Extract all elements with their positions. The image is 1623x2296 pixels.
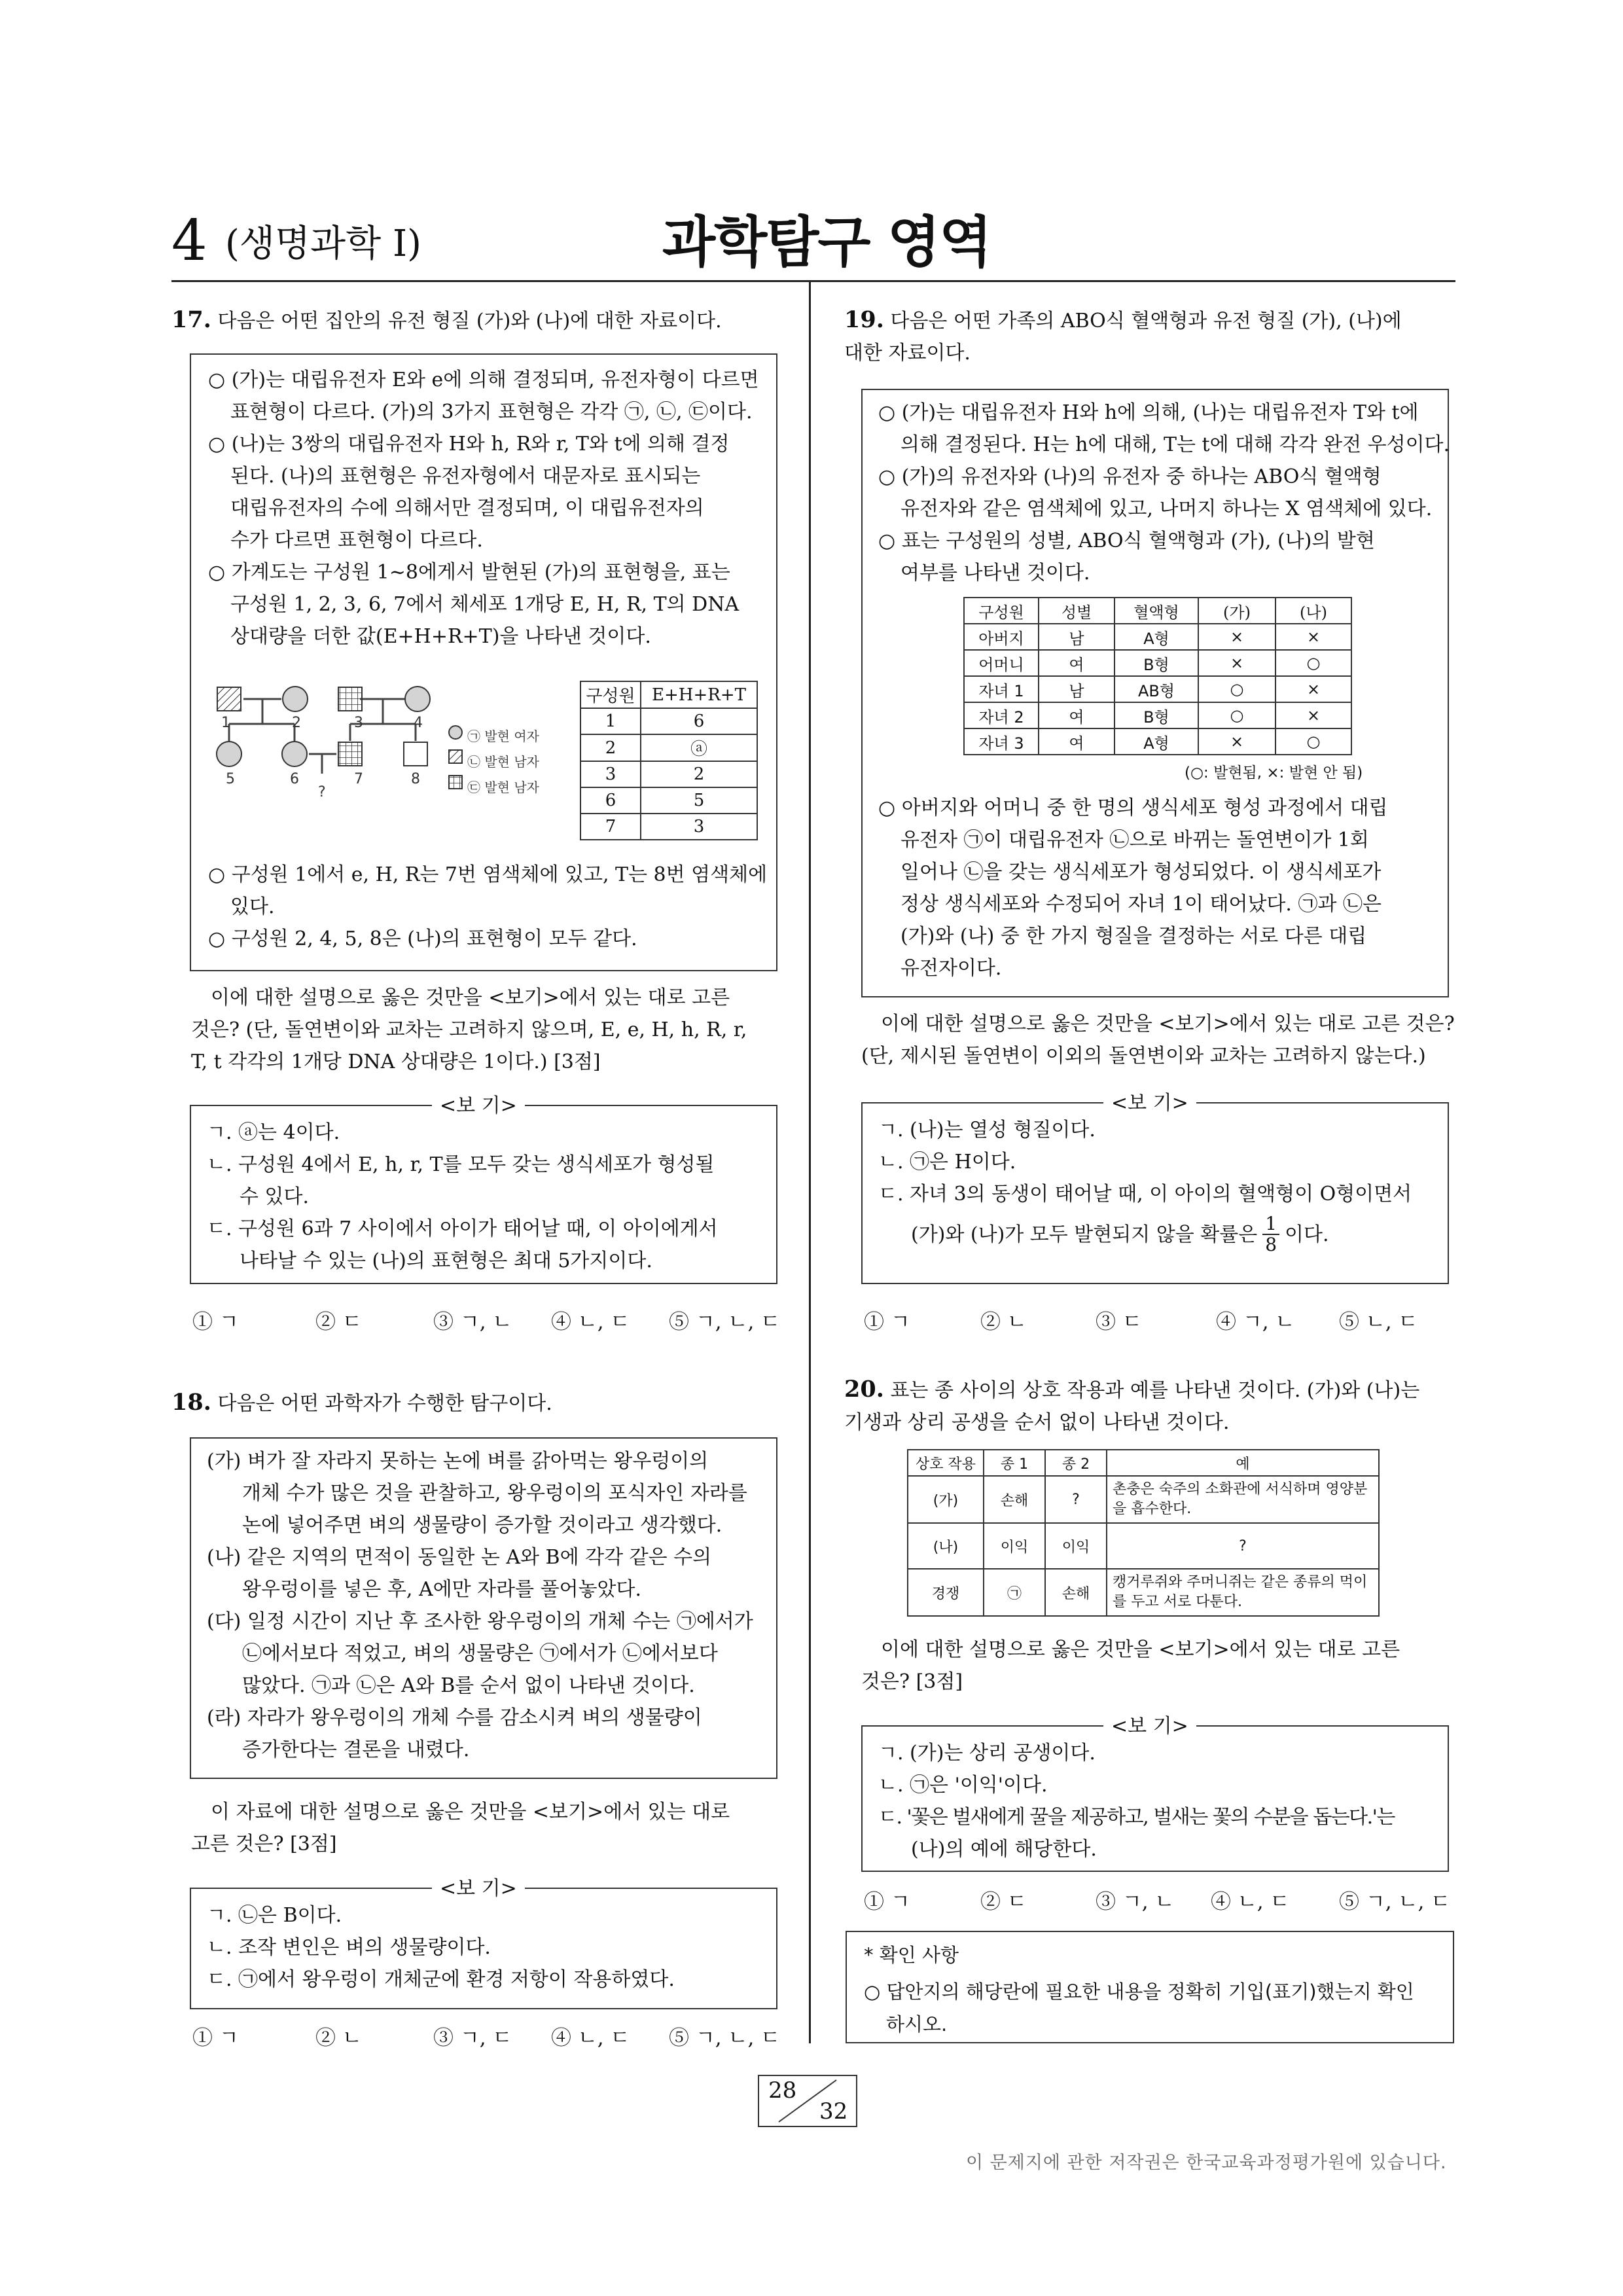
q20-th: 종 2 bbox=[1045, 1450, 1107, 1476]
q19-td: × bbox=[1198, 624, 1275, 650]
q20-td: (가) bbox=[908, 1476, 984, 1523]
q18-box-line: ㉡에서보다 적었고, 벼의 생물량은 ㉠에서가 ㉡에서보다 bbox=[242, 1642, 718, 1665]
q17-choice-5[interactable]: ⑤ ㄱ, ㄴ, ㄷ bbox=[669, 1310, 781, 1334]
legend-female-affected: ㉠ 발현 여자 bbox=[467, 728, 539, 744]
pedigree-unknown-label: ? bbox=[318, 784, 326, 800]
q19-td: 여 bbox=[1039, 702, 1115, 728]
q20-td: ? bbox=[1045, 1476, 1107, 1523]
pedigree-member-6 bbox=[282, 742, 307, 766]
q19-box-line: 유전자이다. bbox=[901, 957, 1002, 980]
q20-choices bbox=[864, 1885, 1450, 1914]
q19-bogi-last-pre: (가)와 (나)가 모두 발현되지 않을 확률은 bbox=[911, 1223, 1258, 1246]
q19-td: B형 bbox=[1115, 702, 1198, 728]
q17-td: 6 bbox=[580, 787, 641, 814]
q19-box-line: 유전자와 같은 염색체에 있고, 나머지 하나는 X 염색체에 있다. bbox=[901, 497, 1433, 520]
q20-choice-2[interactable]: ② ㄷ bbox=[980, 1890, 1027, 1914]
q19-choice-4[interactable]: ④ ㄱ, ㄴ bbox=[1216, 1310, 1295, 1334]
q17-box-line: 구성원 1, 2, 3, 6, 7에서 체세포 1개당 E, H, R, T의 DNA bbox=[230, 593, 740, 616]
q18-question-line: 이 자료에 대한 설명으로 옳은 것만을 <보기>에서 있는 대로 bbox=[211, 1801, 730, 1823]
q19-th: (나) bbox=[1275, 598, 1351, 624]
q18-box-line: 증가한다는 결론을 내렸다. bbox=[242, 1738, 470, 1761]
q18-box-line: (라) 자라가 왕우렁이의 개체 수를 감소시켜 벼의 생물량이 bbox=[207, 1706, 702, 1729]
q17-th: 구성원 bbox=[580, 681, 641, 708]
q19-td: B형 bbox=[1115, 650, 1198, 676]
pedigree-member-7 bbox=[338, 742, 362, 766]
q19-box-line: ○ 표는 구성원의 성별, ABO식 혈액형과 (가), (나)의 발현 bbox=[878, 529, 1375, 552]
q18-choice-1[interactable]: ① ㄱ bbox=[192, 2026, 239, 2050]
q18-choice-2[interactable]: ② ㄴ bbox=[315, 2026, 362, 2050]
q18-box-line: (다) 일정 시간이 지난 후 조사한 왕우렁이의 개체 수는 ㉠에서가 bbox=[207, 1610, 753, 1633]
q17-choices bbox=[192, 1305, 780, 1335]
q19-td: A형 bbox=[1115, 728, 1198, 755]
header-number: 4 bbox=[171, 208, 207, 274]
pedigree-label-7: 7 bbox=[354, 771, 363, 787]
fraction bbox=[1262, 1214, 1279, 1255]
q18-box-text bbox=[207, 1445, 774, 1766]
q18-question-line: 고른 것은? [3점] bbox=[191, 1833, 337, 1856]
q17-choice-1[interactable]: ① ㄱ bbox=[192, 1310, 239, 1334]
q20-bogi-item: ㄷ. '꽃은 벌새에게 꿀을 제공하고, 벌새는 꽃의 수분을 돕는다.'는 bbox=[878, 1806, 1395, 1829]
check-content bbox=[864, 1939, 1446, 2041]
q19-th: 구성원 bbox=[964, 598, 1039, 624]
pedigree-member-5 bbox=[217, 742, 241, 766]
q20-bogi-item: ㄱ. (가)는 상리 공생이다. bbox=[878, 1742, 1096, 1765]
pedigree-label-6: 6 bbox=[290, 771, 299, 787]
q19-question-line: (단, 제시된 돌연변이 이외의 돌연변이와 교차는 고려하지 않는다.) bbox=[861, 1045, 1426, 1067]
q17-stem: 다음은 어떤 집안의 유전 형질 (가)와 (나)에 대한 자료이다. bbox=[217, 310, 722, 332]
q19-th: 혈액형 bbox=[1115, 598, 1198, 624]
q17-box-line: ○ 가계도는 구성원 1~8에게서 발현된 (가)의 표현형을, 표는 bbox=[208, 561, 730, 584]
q20-bogi-title: <보 기> bbox=[1103, 1710, 1196, 1738]
q17-bogi-item: ㄱ. ⓐ는 4이다. bbox=[207, 1121, 340, 1144]
q19-td: 남 bbox=[1039, 624, 1115, 650]
q19-box-line: 의해 결정된다. H는 h에 대해, T는 t에 대해 각각 완전 우성이다. bbox=[901, 433, 1450, 456]
pedigree-member-1 bbox=[217, 687, 241, 711]
q19-td: 여 bbox=[1039, 650, 1115, 676]
pedigree-member-8 bbox=[404, 742, 427, 766]
q19-td: 여 bbox=[1039, 728, 1115, 755]
q19-box-line: 일어나 ㉡을 갖는 생식세포가 형성되었다. 이 생식세포가 bbox=[901, 861, 1382, 884]
q17-question bbox=[191, 982, 780, 1078]
q19-stem bbox=[844, 304, 1433, 369]
q20-bogi-item: (나)의 예에 해당한다. bbox=[911, 1838, 1097, 1861]
legend-male-c: ㉢ 발현 남자 bbox=[467, 780, 539, 795]
q20-td: 경쟁 bbox=[908, 1569, 984, 1616]
q18-box-line: (가) 벼가 잘 자라지 못하는 논에 벼를 갉아먹는 왕우렁이의 bbox=[207, 1450, 709, 1473]
q19-bogi-title: <보 기> bbox=[1103, 1086, 1196, 1115]
q17-choice-3[interactable]: ③ ㄱ, ㄴ bbox=[433, 1310, 512, 1334]
q17-box-line: 된다. (나)의 표현형은 유전자형에서 대문자로 표시되는 bbox=[230, 465, 701, 488]
q17-box-text bbox=[208, 364, 771, 653]
q17-td: ⓐ bbox=[641, 734, 757, 761]
q17-box-line: ○ 구성원 2, 4, 5, 8은 (나)의 표현형이 모두 같다. bbox=[208, 927, 637, 950]
q18-choices bbox=[192, 2021, 780, 2051]
q19-table bbox=[963, 597, 1352, 755]
q17-choice-4[interactable]: ④ ㄴ, ㄷ bbox=[551, 1310, 630, 1334]
q19-choice-3[interactable]: ③ ㄷ bbox=[1096, 1310, 1142, 1334]
pedigree-label-4: 4 bbox=[414, 715, 423, 731]
q18-box-line: 많았다. ㉠과 ㉡은 A와 B를 순서 없이 나타낸 것이다. bbox=[242, 1674, 695, 1697]
q19-td: AB형 bbox=[1115, 676, 1198, 702]
q20-question bbox=[861, 1634, 1454, 1698]
q17-box-line: 있다. bbox=[230, 895, 275, 918]
q17-number: 17. bbox=[171, 306, 211, 333]
q20-td: 이익 bbox=[984, 1523, 1045, 1569]
q20-choice-5[interactable]: ⑤ ㄱ, ㄴ, ㄷ bbox=[1339, 1890, 1451, 1914]
q18-box-line: 개체 수가 많은 것을 관찰하고, 왕우렁이의 포식자인 자라를 bbox=[242, 1482, 747, 1505]
q19-stem-line: 다음은 어떤 가족의 ABO식 혈액형과 유전 형질 (가), (나)에 bbox=[890, 310, 1402, 332]
q18-box-line: 왕우렁이를 넣은 후, A에만 자라를 풀어놓았다. bbox=[242, 1578, 642, 1601]
pedigree-member-2 bbox=[283, 687, 308, 711]
q20-question-line: 이에 대한 설명으로 옳은 것만을 <보기>에서 있는 대로 고른 bbox=[881, 1638, 1400, 1661]
q20-table bbox=[907, 1449, 1380, 1617]
q19-number: 19. bbox=[844, 306, 884, 333]
q19-box-text-2 bbox=[878, 792, 1448, 984]
q17-td: 1 bbox=[580, 708, 641, 734]
pedigree-label-2: 2 bbox=[292, 715, 301, 731]
pedigree-label-5: 5 bbox=[226, 771, 235, 787]
q18-choice-4[interactable]: ④ ㄴ, ㄷ bbox=[551, 2026, 630, 2050]
q17-stem-line bbox=[171, 304, 722, 337]
q19-bogi-item: ㄱ. (나)는 열성 형질이다. bbox=[878, 1119, 1096, 1141]
q20-td: 손해 bbox=[1045, 1569, 1107, 1616]
q20-th: 예 bbox=[1107, 1450, 1379, 1476]
q18-stem: 다음은 어떤 과학자가 수행한 탐구이다. bbox=[217, 1392, 552, 1415]
q17-question-line: 것은? (단, 돌연변이와 교차는 고려하지 않으며, E, e, H, h, R, r, bbox=[191, 1018, 747, 1041]
pedigree-legend bbox=[467, 724, 539, 800]
q19-bogi-item bbox=[878, 1214, 1445, 1255]
q19-question-line: 이에 대한 설명으로 옳은 것만을 <보기>에서 있는 대로 고른 것은? bbox=[881, 1013, 1455, 1035]
header-rule bbox=[171, 280, 1455, 282]
copyright-notice: 이 문제지에 관한 저작권은 한국교육과정평가원에 있습니다. bbox=[966, 2153, 1447, 2173]
q17-box-line: 표현형이 다르다. (가)의 3가지 표현형은 각각 ㉠, ㉡, ㉢이다. bbox=[230, 401, 753, 423]
q19-choice-5[interactable]: ⑤ ㄴ, ㄷ bbox=[1339, 1310, 1418, 1334]
page-total: 32 bbox=[819, 2098, 848, 2125]
q18-bogi-item: ㄱ. ㉡은 B이다. bbox=[207, 1904, 342, 1927]
q17-bogi-item: ㄷ. 구성원 6과 7 사이에서 아이가 태어날 때, 이 아이에게서 bbox=[207, 1217, 718, 1240]
q17-td: 6 bbox=[641, 708, 757, 734]
q19-choice-2[interactable]: ② ㄴ bbox=[980, 1310, 1027, 1334]
q20-td: ㉠ bbox=[984, 1569, 1045, 1616]
q17-box-line: 수가 다르면 표현형이 다르다. bbox=[230, 529, 483, 552]
q17-box-line: 상대량을 더한 값(E+H+R+T)을 나타낸 것이다. bbox=[230, 625, 651, 648]
q19-bogi-last-post: 이다. bbox=[1285, 1223, 1329, 1246]
q18-box-line: (나) 같은 지역의 면적이 동일한 논 A와 B에 각각 같은 수의 bbox=[207, 1546, 712, 1569]
q17-box-line: ○ (가)는 대립유전자 E와 e에 의해 결정되며, 유전자형이 다르면 bbox=[208, 368, 759, 391]
page-indicator bbox=[758, 2075, 857, 2127]
q19-td: ○ bbox=[1275, 650, 1351, 676]
q19-stem-line: 대한 자료이다. bbox=[844, 342, 971, 365]
q17-bogi-title: <보 기> bbox=[432, 1089, 525, 1118]
q19-th: 성별 bbox=[1039, 598, 1115, 624]
pedigree-legend-symbols bbox=[448, 724, 467, 802]
q20-number: 20. bbox=[844, 1376, 884, 1403]
q17-td: 2 bbox=[580, 734, 641, 761]
q19-box-line: ○ (가)의 유전자와 (나)의 유전자 중 하나는 ABO식 혈액형 bbox=[878, 465, 1382, 488]
q17-question-line: T, t 각각의 1개당 DNA 상대량은 1이다.) [3점] bbox=[191, 1050, 601, 1073]
q20-th: 종 1 bbox=[984, 1450, 1045, 1476]
q17-th: E+H+R+T bbox=[641, 681, 757, 708]
q17-box-line: ○ (나)는 3쌍의 대립유전자 H와 h, R와 r, T와 t에 의해 결정 bbox=[208, 433, 730, 456]
q17-td: 3 bbox=[580, 761, 641, 787]
q19-th: (가) bbox=[1198, 598, 1275, 624]
q20-th: 상호 작용 bbox=[908, 1450, 984, 1476]
q20-stem bbox=[844, 1373, 1446, 1439]
q18-choice-5[interactable]: ⑤ ㄱ, ㄴ, ㄷ bbox=[669, 2026, 781, 2050]
q19-box-line: 유전자 ㉠이 대립유전자 ㉡으로 바뀌는 돌연변이가 1회 bbox=[901, 829, 1369, 852]
pedigree-label-8: 8 bbox=[411, 771, 420, 787]
page-title: 과학탐구 영역 bbox=[662, 210, 991, 274]
q20-td: (나) bbox=[908, 1523, 984, 1569]
q18-bogi-item: ㄷ. ㉠에서 왕우렁이 개체군에 환경 저항이 작용하였다. bbox=[207, 1968, 675, 1991]
q19-choice-1[interactable]: ① ㄱ bbox=[864, 1310, 910, 1334]
q18-bogi-items bbox=[207, 1899, 770, 1996]
q20-choice-3[interactable]: ③ ㄱ, ㄴ bbox=[1096, 1890, 1175, 1914]
q17-td: 3 bbox=[641, 814, 757, 840]
q19-td: ○ bbox=[1275, 728, 1351, 755]
q19-box-text bbox=[878, 397, 1448, 589]
q17-choice-2[interactable]: ② ㄷ bbox=[315, 1310, 362, 1334]
q17-box-text-2 bbox=[208, 859, 771, 955]
q17-box-line: ○ 구성원 1에서 e, H, R는 7번 염색체에 있고, T는 8번 염색체에 bbox=[208, 863, 768, 886]
q19-td: A형 bbox=[1115, 624, 1198, 650]
fraction-numerator: 1 bbox=[1262, 1214, 1279, 1235]
q19-box-line: 여부를 나타낸 것이다. bbox=[901, 562, 1090, 584]
q18-stem-line bbox=[171, 1386, 552, 1420]
q20-bogi-item: ㄴ. ㉠은 '이익'이다. bbox=[878, 1774, 1048, 1797]
q17-box-line: 대립유전자의 수에 의해서만 결정되며, 이 대립유전자의 bbox=[230, 497, 704, 520]
q19-td: ○ bbox=[1198, 702, 1275, 728]
q18-bogi-item: ㄴ. 조작 변인은 벼의 생물량이다. bbox=[207, 1936, 491, 1959]
fraction-denominator: 8 bbox=[1265, 1234, 1277, 1255]
q19-bogi-item: ㄴ. ㉠은 H이다. bbox=[878, 1151, 1016, 1174]
q19-choices bbox=[864, 1305, 1418, 1335]
q19-box-line: (가)와 (나) 중 한 가지 형질을 결정하는 서로 다른 대립 bbox=[901, 925, 1367, 948]
q18-number: 18. bbox=[171, 1389, 211, 1416]
q19-td: × bbox=[1198, 650, 1275, 676]
q20-td: 손해 bbox=[984, 1476, 1045, 1523]
q20-choice-4[interactable]: ④ ㄴ, ㄷ bbox=[1211, 1890, 1290, 1914]
q19-td: 아버지 bbox=[964, 624, 1039, 650]
q20-stem-line: 표는 종 사이의 상호 작용과 예를 나타낸 것이다. (가)와 (나)는 bbox=[890, 1379, 1420, 1402]
q20-td: 캥거루쥐와 주머니쥐는 같은 종류의 먹이를 두고 서로 다툰다. bbox=[1107, 1569, 1379, 1616]
q20-choice-1[interactable]: ① ㄱ bbox=[864, 1890, 910, 1914]
q20-bogi-items bbox=[878, 1737, 1445, 1865]
q18-bogi-title: <보 기> bbox=[432, 1872, 525, 1901]
q19-td: 자녀 3 bbox=[964, 728, 1039, 755]
pedigree-label-1: 1 bbox=[221, 715, 230, 731]
q17-td: 2 bbox=[641, 761, 757, 787]
header-subject: (생명과학 I) bbox=[225, 223, 422, 265]
q20-question-line: 것은? [3점] bbox=[861, 1670, 963, 1693]
q19-bogi-items bbox=[878, 1114, 1445, 1255]
check-line: 하시오. bbox=[886, 2013, 948, 2036]
q19-td: 어머니 bbox=[964, 650, 1039, 676]
q19-td: ○ bbox=[1198, 676, 1275, 702]
q17-question-line: 이에 대한 설명으로 옳은 것만을 <보기>에서 있는 대로 고른 bbox=[211, 986, 730, 1009]
column-divider bbox=[809, 281, 811, 2043]
q17-td: 5 bbox=[641, 787, 757, 814]
q19-td: × bbox=[1275, 624, 1351, 650]
q17-bogi-item: 나타날 수 있는 (나)의 표현형은 최대 5가지이다. bbox=[240, 1249, 652, 1272]
q19-table-note: (○: 발현됨, ×: 발현 안 됨) bbox=[1185, 764, 1363, 781]
q18-question bbox=[191, 1796, 780, 1860]
q20-td: 이익 bbox=[1045, 1523, 1107, 1569]
q19-td: × bbox=[1198, 728, 1275, 755]
q19-box-line: ○ (가)는 대립유전자 H와 h에 의해, (나)는 대립유전자 T와 t에 bbox=[878, 401, 1419, 424]
q17-td: 7 bbox=[580, 814, 641, 840]
q19-td: 자녀 2 bbox=[964, 702, 1039, 728]
q19-td: 남 bbox=[1039, 676, 1115, 702]
q20-td: 촌충은 숙주의 소화관에 서식하며 영양분을 흡수한다. bbox=[1107, 1476, 1379, 1523]
pedigree-member-4 bbox=[405, 687, 430, 711]
q19-td: × bbox=[1275, 676, 1351, 702]
q19-box-line: ○ 아버지와 어머니 중 한 명의 생식세포 형성 과정에서 대립 bbox=[878, 797, 1388, 819]
q20-stem-line: 기생과 상리 공생을 순서 없이 나타낸 것이다. bbox=[844, 1411, 1230, 1434]
q18-choice-3[interactable]: ③ ㄱ, ㄷ bbox=[433, 2026, 512, 2050]
pedigree-member-3 bbox=[338, 687, 362, 711]
q17-bogi-item: ㄴ. 구성원 4에서 E, h, r, T를 모두 갖는 생식세포가 형성될 bbox=[207, 1153, 715, 1176]
page-number: 28 bbox=[768, 2077, 797, 2104]
q19-bogi-item: ㄷ. 자녀 3의 동생이 태어날 때, 이 아이의 혈액형이 O형이면서 bbox=[878, 1183, 1412, 1206]
q17-bogi-items bbox=[207, 1117, 770, 1277]
pedigree-label-3: 3 bbox=[354, 715, 363, 731]
q17-bogi-item: 수 있다. bbox=[240, 1185, 310, 1208]
q17-table bbox=[580, 681, 758, 840]
legend-male-b: ㉡ 발현 남자 bbox=[467, 754, 539, 770]
check-line: ○ 답안지의 해당란에 필요한 내용을 정확히 기입(표기)했는지 확인 bbox=[864, 1981, 1414, 2003]
q18-box-line: 논에 넣어주면 벼의 생물량이 증가할 것이라고 생각했다. bbox=[242, 1514, 722, 1537]
q19-question bbox=[861, 1008, 1454, 1072]
q20-td: ? bbox=[1107, 1523, 1379, 1569]
q19-td: × bbox=[1275, 702, 1351, 728]
q19-box-line: 정상 생식세포와 수정되어 자녀 1이 태어났다. ㉠과 ㉡은 bbox=[901, 893, 1382, 916]
check-title: * 확인 사항 bbox=[864, 1944, 959, 1966]
q19-td: 자녀 1 bbox=[964, 676, 1039, 702]
